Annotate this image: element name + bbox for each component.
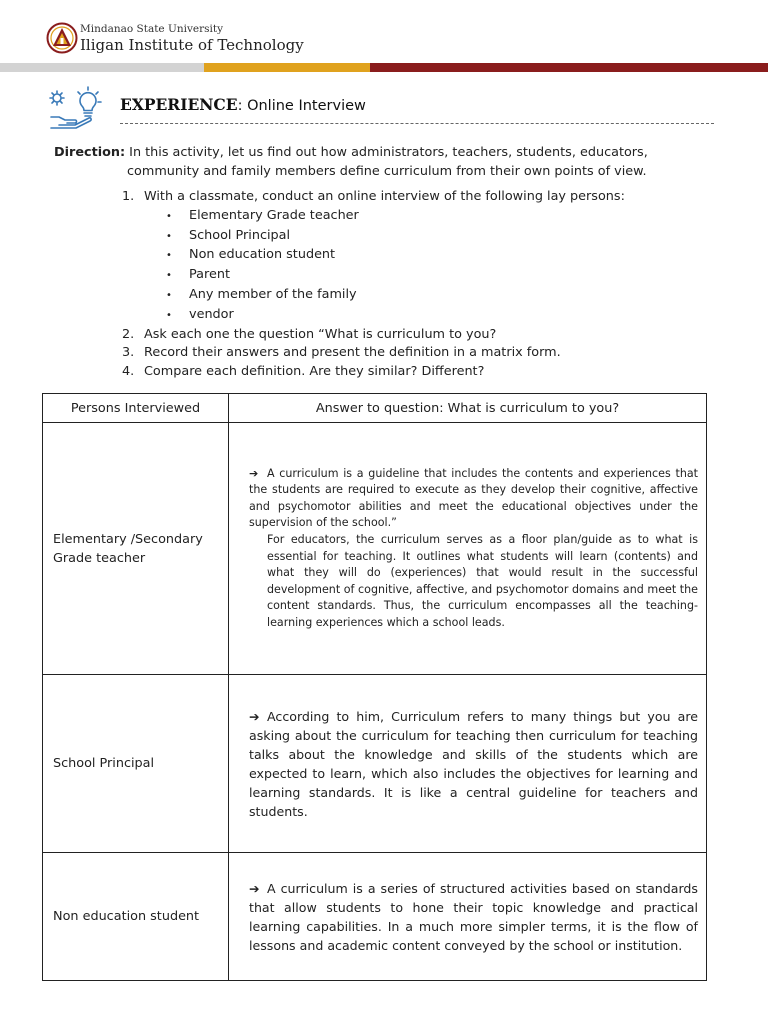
step-item: 2. Ask each one the question “What is curriculum to you? xyxy=(122,326,497,342)
msu-iit-seal-logo xyxy=(46,22,78,54)
step-item: 4. Compare each definition. Are they similar? Different? xyxy=(122,364,485,380)
person-cell: Elementary /Secondary Grade teacher xyxy=(43,423,229,675)
answer-cell xyxy=(229,675,707,853)
title-divider xyxy=(120,123,714,124)
lay-person-item: • Parent xyxy=(166,267,230,283)
header-band-gray xyxy=(0,63,204,72)
direction-text-line2: community and family members define curriculum from their own points of view. xyxy=(127,164,647,179)
interview-matrix-table xyxy=(42,393,707,981)
header-band-maroon xyxy=(370,63,768,72)
answer-text: ➔ A curriculum is a series of structured activities based on standards that allow students to hone their topic knowledge and practical learning capabilities. In a much more simpler terms, it is the flow of lessons and academic content conveyed by the school or institution. xyxy=(249,880,698,953)
table-row xyxy=(43,423,707,675)
header-answer: Answer to question: What is curriculum to you? xyxy=(229,394,707,423)
answer-text: ➔ A curriculum is a guideline that includes the contents and experiences that the students are required to execute as they develop their cognitive, affective and psychomotor abilities and meet the educational objectives under the supervision of the school.” For educators, the curriculum serves as a floor plan/guide as to what is essential for teaching. It outlines what students will learn (contents) and what they will do (experiences) that would result in the successful development of cognitive, affective, and psychomotor domains and meet the content standards. Thus, the curriculum encompasses all the teaching-learning experiences which a school leads. xyxy=(249,466,698,629)
header-band-gold xyxy=(204,63,370,72)
university-name: Mindanao State University xyxy=(80,23,224,35)
person-cell: School Principal xyxy=(43,675,229,853)
lay-person-item: • Non education student xyxy=(166,247,336,263)
direction-label: Direction: xyxy=(54,145,126,160)
table-row xyxy=(43,675,707,853)
step-item: 1. With a classmate, conduct an online interview of the following lay persons: • Elementary Grade teacher • School Principal • Non education student • Parent • Any member of the family • vendor xyxy=(122,188,722,326)
lay-person-item: • Any member of the family xyxy=(166,286,357,302)
arrow-icon: ➔ xyxy=(249,466,259,480)
direction-paragraph xyxy=(54,143,724,181)
table-header-row xyxy=(43,394,707,423)
answer-text: ➔ According to him, Curriculum refers to many things but you are asking about the curriculum for teaching then curriculum for teaching talks about the knowledge and skills of the students which are expected to learn, which also includes the objectives for learning and learning standards. It is like a central guideline for teachers and students. xyxy=(249,708,698,819)
institute-name: Iligan Institute of Technology xyxy=(80,36,304,54)
lay-person-item: • vendor xyxy=(166,306,234,322)
lightbulb-gears-hand-icon xyxy=(48,84,104,130)
table-row xyxy=(43,853,707,981)
arrow-icon: ➔ xyxy=(249,880,260,896)
lay-person-item: • School Principal xyxy=(166,227,291,243)
header-persons-interviewed: Persons Interviewed xyxy=(43,394,229,423)
direction-text-line1: In this activity, let us find out how administrators, teachers, students, educators, xyxy=(125,145,648,160)
step-item: 3. Record their answers and present the definition in a matrix form. xyxy=(122,345,561,361)
instruction-steps xyxy=(122,188,722,382)
person-cell: Non education student xyxy=(43,853,229,981)
answer-cell xyxy=(229,853,707,981)
answer-cell xyxy=(229,423,707,675)
arrow-icon: ➔ xyxy=(249,708,260,724)
lay-persons-list xyxy=(166,207,722,326)
section-title: EXPERIENCE: Online Interview xyxy=(120,95,366,114)
lay-person-item: • Elementary Grade teacher xyxy=(166,207,359,223)
